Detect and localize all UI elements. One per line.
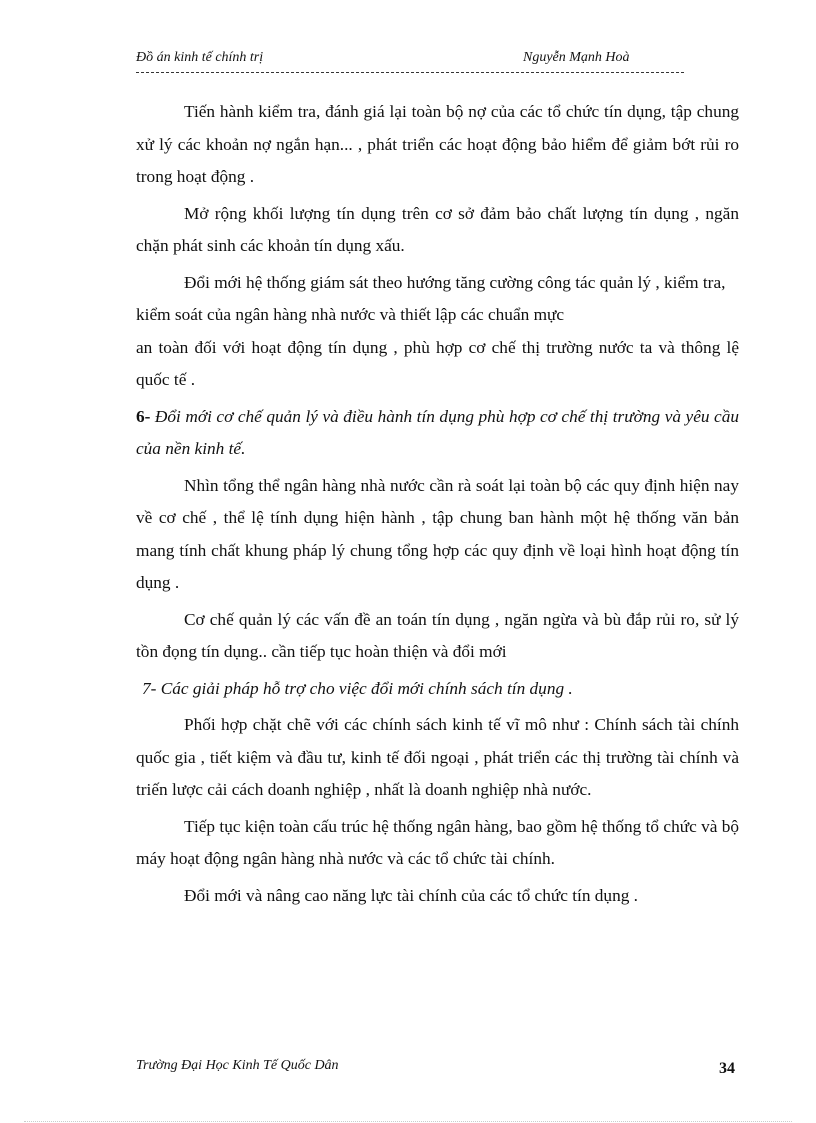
paragraph-credit-expansion: Mở rộng khối lượng tín dụng trên cơ sở đảm bảo chất lượng tín dụng , ngăn chặn phát sinh các khoản tín dụng xấu. bbox=[136, 203, 739, 255]
section-heading-7: 7- Các giải pháp hỗ trợ cho việc đổi mới chính sách tín dụng . bbox=[142, 678, 573, 698]
section-heading-6 bbox=[136, 401, 739, 466]
paragraph-regulation-review: Nhìn tổng thể ngân hàng nhà nước cần rà soát lại toàn bộ các quy định hiện nay về cơ chế , thể lệ tính dụng hiện hành , tập chung ban hành một hệ thống văn bản mang tính chất khung pháp lý chung tổng hợp các quy định về loại hình hoạt động tín dụng . bbox=[136, 475, 739, 592]
paragraph-risk-management: Cơ chế quản lý các vấn đề an toán tín dụng , ngăn ngừa và bù đắp rủi ro, sử lý tồn đọng tín dụng.. cần tiếp tục hoàn thiện và đổi mới bbox=[136, 609, 739, 661]
paragraph-policy-coordination: Phối hợp chặt chẽ với các chính sách kinh tế vĩ mô như : Chính sách tài chính quốc gia , tiết kiệm và đầu tư, kinh tế đối ngoại , phát triển các thị trường tài chính và triến lược cải cách doanh nghiệp , nhất là doanh nghiệp nhà nước. bbox=[136, 715, 739, 799]
paragraph-supervision-b: an toàn đối với hoạt động tín dụng , phù hợp cơ chế thị trường nước ta và thông lệ quốc tế . bbox=[136, 337, 739, 389]
header-author: Nguyễn Mạnh Hoà bbox=[523, 50, 630, 65]
paragraph-banking-structure: Tiếp tục kiện toàn cấu trúc hệ thống ngân hàng, bao gồm hệ thống tổ chức và bộ máy hoạt động ngân hàng nhà nước và các tổ chức tài chính. bbox=[136, 816, 739, 868]
paragraph-financial-capacity: Đổi mới và nâng cao năng lực tài chính của các tổ chức tín dụng . bbox=[184, 885, 638, 905]
paragraph-debt-review: Tiến hành kiểm tra, đánh giá lại toàn bộ nợ của các tổ chức tín dụng, tập chung xử lý các khoản nợ ngắn hạn... , phát triển các hoạt động bảo hiểm để giảm bớt rủi ro trong hoạt động . bbox=[136, 102, 739, 186]
page-bottom-divider bbox=[24, 1121, 792, 1122]
paragraph-supervision-a: Đổi mới hệ thống giám sát theo hướng tăng cường công tác quản lý , kiểm tra, kiểm soát của ngân hàng nhà nước và thiết lập các chuẩn mực bbox=[136, 272, 726, 324]
section-title-6: Đổi mới cơ chế quản lý và điều hành tín dụng phù hợp cơ chế thị trường và yêu cầu của nền kinh tế. bbox=[136, 406, 739, 458]
header-divider bbox=[136, 72, 684, 73]
header-document-title: Đồ án kinh tế chính trị bbox=[136, 50, 264, 65]
footer-university: Trường Đại Học Kinh Tế Quốc Dân bbox=[136, 1058, 339, 1073]
section-number-6: 6- bbox=[136, 406, 151, 426]
page-body bbox=[136, 96, 739, 916]
page-number: 34 bbox=[719, 1060, 735, 1077]
